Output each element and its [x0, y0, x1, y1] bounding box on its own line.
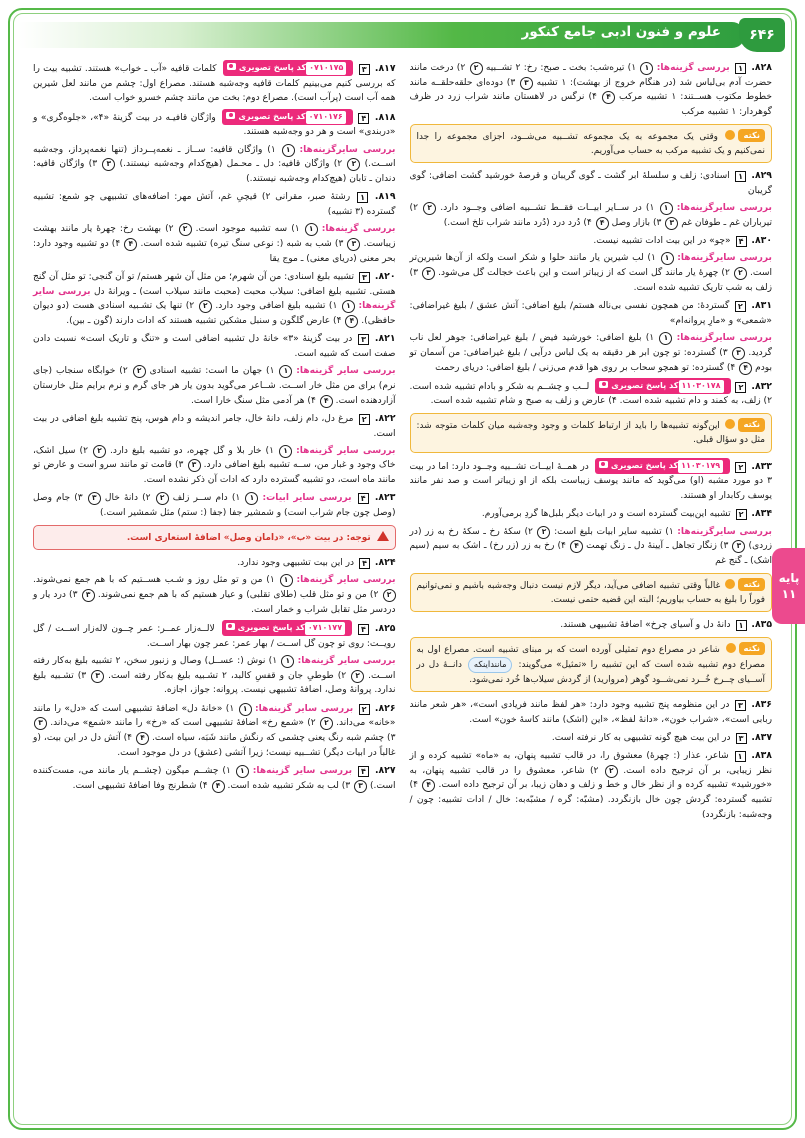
review-label: بررسی سایر ابیات: — [262, 493, 352, 504]
review-block — [410, 331, 773, 375]
answer-text: دانۀ دل و آسیای چرخ» اضافۀ تشبیهی هستند. — [560, 620, 731, 631]
option-marker: ۲ — [383, 589, 396, 602]
note-tip — [410, 124, 773, 164]
option-marker: ۱ — [239, 703, 252, 716]
option-marker: ۴ — [739, 362, 752, 375]
review-option: ۱) بلیغ اضافی: خورشید فیض / بلیغ غیراضافی: جوهر لعل ناب گردید. — [409, 333, 772, 358]
code-number: ۰۷۱۰۱۷۶ — [306, 111, 346, 124]
option-marker: ۲ — [156, 492, 169, 505]
answer-option: ۲ — [735, 301, 746, 312]
review-block — [410, 201, 773, 230]
question-number: ۸۳۷. — [751, 731, 772, 743]
option-marker: ۳ — [91, 670, 104, 683]
option-marker: ۳ — [188, 459, 201, 472]
option-marker: ۳ — [347, 238, 360, 251]
code-number: ۱۱۰۳۰۱۷۸ — [679, 380, 724, 393]
answer-entry — [410, 458, 773, 504]
question-number: ۸۳۲. — [751, 380, 772, 392]
review-option: ۲) تیرباران غم ـ طوفان غم — [409, 203, 772, 229]
review-option: ۲) بهشت رخ: چهرۀ یار مانند بهشت زیباست. — [33, 224, 396, 249]
image-answer-code[interactable] — [222, 109, 352, 125]
review-option: ۳) گسترده: تو چون ابر هر دقیقه به یک لباس درآیی / بلیغ غیراضافی: من آسمان تو بودم — [409, 347, 772, 373]
option-marker: ۱ — [280, 574, 293, 587]
option-marker: ۲ — [605, 765, 618, 778]
option-marker: ۱ — [640, 62, 653, 75]
review-block — [33, 222, 396, 266]
review-option: ۴) آتش دل در این بیت، (و غالباً در ابیات دیگر) تشــبیه نیست؛ زیرا آتشی (عشق) در دل موجود است. — [33, 733, 396, 758]
option-marker: ۲ — [734, 267, 747, 280]
code-number: ۰۷۱۰۱۷۷ — [305, 622, 345, 635]
column-right — [26, 60, 396, 1114]
review-option: ۳) زلف به شب تاریک تشبیه شده است. — [409, 268, 772, 293]
note-text: توجه: در بیت «ب»، «دامان وصل» اضافۀ استعاری است. — [126, 532, 371, 543]
option-marker: ۲ — [320, 717, 333, 730]
review-option: ۴) نرگس در لاهستان مانند شراب زرد در ظرف گوهردار: ۱ تشبیه مرکب — [409, 92, 772, 118]
option-marker: ۱ — [245, 492, 258, 505]
review-option: ۳) قامت تو مانند سرو است و عارض تو مانند ماه است، دو تشبیه گسترده دارد که ادات آن ذکر نشده است. — [33, 460, 396, 486]
answer-text: در این بیت هیچ گونه تشبیهی به کار نرفته است. — [551, 732, 731, 743]
option-marker: ۲ — [93, 445, 106, 458]
question-number: ۸۳۸. — [751, 750, 772, 761]
review-option: ۱) «خانۀ دل» اضافۀ تشبیهی است که «دل» را مانند «خانه» می‌داند. — [33, 703, 396, 729]
answer-entry — [33, 60, 396, 106]
review-option: ۳) واژگان قافیه: دندان ـ تابان (هیچ‌کدام وجه‌شبه نیستند.) — [33, 159, 396, 185]
answer-entry — [410, 748, 773, 823]
question-number: ۸۳۰. — [751, 235, 772, 247]
review-option: ۱) واژگان قافیه: ســاز ـ نغمه‌پــرداز (تنها نغمه‌پرداز، وجه‌شبه اســت.) — [33, 144, 396, 170]
review-block — [410, 251, 773, 295]
answer-option: ۱ — [357, 192, 368, 203]
answer-entry — [410, 506, 773, 522]
option-marker: ۳ — [102, 158, 115, 171]
review-option: ۲) درخت مانند حضرت آدم بی‌لباس شد (در هنگام خروج از بهشت): ۱ تشبیه — [409, 63, 772, 88]
answer-text: لــب و چشــم به شکر و بادام تشبیه شده است. ۲) زلف، به کمند و دام تشبیه شده است. ۴) عارض و زلف به صبح و شام تشبیه شده است. — [409, 381, 772, 407]
review-label: بررسی سایر گزینه‌ها: — [296, 366, 396, 377]
code-number: ۰۷۱۰۱۷۵ — [306, 62, 346, 75]
answer-option: ۳ — [359, 64, 370, 75]
option-marker: ۲ — [179, 223, 192, 236]
note-continued: دانــۀ دل در آســیای چــرخ خُــرد نمی‌شــود گوهر (مروارید) از گردش سیلاب‌ها خُرد نمی‌شود. — [416, 660, 765, 685]
image-answer-code[interactable] — [595, 458, 730, 474]
review-label: بررسی سایر گزینه‌ها: — [255, 703, 354, 714]
answer-option: ۳ — [735, 700, 746, 711]
option-marker: ۳ — [665, 217, 678, 230]
review-option: ۳) شب به شبه (: نوعی سنگ تیره) تشبیه شده است. — [140, 238, 344, 249]
review-block — [33, 444, 396, 488]
question-number: ۸۲۲. — [374, 412, 396, 424]
question-number: ۸۳۴. — [751, 508, 772, 520]
review-option: ۱) لب شیرین یار مانند حلوا و شکر است ولکه از آن‌ها شیرین‌تر است. — [409, 253, 772, 279]
answer-text: کلمات قافیه «آب ـ خواب» هستند. تشبیه بیت را که بررسی کنیم می‌بینیم کلمات قافیه وجه‌شبه هستند. مصراع اول: چشم من مانند لعل شیرین همه آب است (پرآب است). مصراع دوم: بخت من مانند چشم خسرو خواب است. — [33, 64, 396, 104]
note-tag: نکته — [738, 129, 765, 142]
review-option: ۱) خار بلا و گل چهره، دو تشبیه بلیغ دارد. — [110, 445, 274, 456]
camera-icon — [599, 461, 608, 468]
review-option: ۳) تشـبیه بلیغ ندارد. پروانۀ وصل، اضافۀ تشبیهی نیست. پروانه: جواز، اجازه. — [33, 670, 396, 696]
review-option: ۴) عارض گلگون و سنبل مشکین تشبیه هستند که ادات دارند (گون ـ بین). — [66, 316, 342, 326]
option-marker: ۱ — [236, 765, 249, 778]
code-label: کد پاسخ تصویری — [611, 379, 679, 390]
review-block — [33, 573, 396, 617]
option-marker: ۴ — [596, 217, 609, 230]
option-marker: ۲ — [351, 670, 364, 683]
answer-option: ۲ — [359, 704, 370, 715]
image-answer-code[interactable] — [222, 620, 352, 636]
answer-entry — [33, 109, 396, 140]
answer-option: ۴ — [358, 624, 369, 635]
answer-option: ۴ — [358, 113, 369, 124]
answer-text: تشبیه این‌بیت گسترده است و در ابیات دیگر بلبل‌ها گردِ برمی‌آورم. — [481, 509, 731, 520]
answer-entry — [410, 617, 773, 633]
review-option: ۱) تیره‌شب: بخت ـ صبح: رخ: ۲ تشــبیه — [485, 63, 637, 73]
answer-entry — [410, 168, 773, 198]
answer-text: در این بیت تشبیهی وجود ندارد. — [237, 558, 355, 569]
side-tab-line1: پایه — [778, 570, 800, 585]
question-number: ۸۲۰. — [374, 270, 396, 282]
code-number: ۱۱۰۳۰۱۷۹ — [678, 460, 723, 473]
review-option: ۴) گسترده: تو همچو سحاب بر روی هوا قدم می‌زنی / بلیغ اضافی: دریای رحمت — [435, 362, 736, 373]
lightbulb-icon — [725, 419, 735, 429]
review-option: ۱) سه تشبیه موجود است. — [195, 224, 300, 235]
option-marker: ۴ — [136, 732, 149, 745]
answer-text: گستردهٔ: من همچون نفسی بی‌ناله هستم/ بلیغ اضافی: آتش عشق / بلیغ غیراضافی: «شمعی» و «مارِ پروانه‌ام» — [409, 301, 772, 326]
review-label: بررسی سایرگزینه‌ها: — [676, 203, 772, 214]
option-marker: ۴ — [124, 238, 137, 251]
camera-icon — [226, 623, 235, 630]
review-option: ۴) هر آدمی مثل سنگ خارا است. — [190, 395, 316, 406]
answer-entry — [410, 378, 773, 409]
answer-text: اسنادی: زلف و سلسلۀ ابر گشت ـ گوی گریبان و قرصۀ خورشید گشت اضافی: گوی گریبان — [409, 171, 772, 197]
question-number: ۸۲۴. — [374, 557, 396, 569]
code-label: کد پاسخ تصویری — [238, 62, 307, 72]
note-tag: نکته — [738, 418, 765, 431]
answer-entry — [410, 730, 773, 746]
review-option: ۲) من و تو مثل قلب (طلای تقلبی) و عیار هستیم که با هم جمع نمی‌شوند. — [97, 590, 379, 601]
answer-entry — [33, 331, 396, 361]
note-text: وقتی یک مجموعه به یک مجموعه تشــبیه می‌شــود، اجزای مجموعه را جدا نمی‌کنیم و یک تشبیه مرکب به حساب می‌آوریم. — [416, 131, 765, 157]
option-marker: ۲ — [537, 526, 550, 539]
answer-entry — [33, 620, 396, 651]
answer-option: ۱ — [736, 620, 747, 631]
answer-text: «چو» در این بیت ادات تشبیه نیست. — [593, 236, 731, 247]
option-marker: ۱ — [281, 655, 294, 668]
review-option: ۴) تشبیه گسترده: گردش چون خال بازنگردد. (مشبّه: گره / مشبّه‌به: خال / ادات تشبیه: چون / وجه‌شبه: بازنگردد) — [409, 780, 772, 820]
option-marker: ۱ — [279, 365, 292, 378]
lightbulb-icon — [726, 643, 736, 653]
review-option: ۲) سیل اشک، خاک وجود و غبار من، ســه تشبیه بلیغ اضافی دارد. — [33, 445, 396, 471]
review-label: بررسی سایرگزینه‌ها: — [677, 526, 772, 537]
note-text: غالباً وقتی تشبیه اضافی می‌آید، دیگر لازم نیست دنبال وجه‌شبه باشیم و نمی‌توانیم فوراً را بلیغ به حساب بیاوریم؛ البته این قضیه حتمی نیست. — [416, 580, 765, 605]
review-option: ۲) چهرۀ یار مانند گل است که از زیباتر است و این باعث خجالت گل می‌شود. — [438, 268, 730, 279]
question-number: ۸۱۷. — [374, 63, 396, 74]
answer-entry — [33, 555, 396, 571]
answer-option: ۴ — [359, 558, 370, 569]
review-option: ۲) تنها یک تشـبیه اسنادی هست (دو دیوان حافظی). — [33, 301, 396, 326]
answer-entry — [410, 298, 773, 328]
note-tag: نکته — [739, 642, 766, 655]
option-marker: ۳ — [88, 492, 101, 505]
review-option: ۴) شطرنج وفا اضافۀ تشبیهی است. — [72, 780, 208, 791]
answer-option: ۳ — [736, 733, 747, 744]
question-number: ۸۳۶. — [751, 698, 772, 710]
warning-icon — [377, 531, 389, 541]
answer-text: شاعر، عذار (: چهرهٔ) معشوق را، در قالب تشبیه پنهان، به «ماه» تشبیه کرده و از نظر زیبایی، بر آن ترجیح داده است. — [409, 751, 772, 776]
option-marker: ۱ — [661, 252, 674, 265]
review-label: بررسی سایرگزینه‌ها: — [677, 253, 772, 264]
answer-option: ۴ — [736, 236, 747, 247]
review-option: ۲) طوطیِ جان و قفسِ کالبد، ۲ تشـبیه بلیغ به‌کار رفته است. — [108, 670, 347, 681]
note-text: این‌گونه تشبیه‌ها را باید از ارتباط کلمات و وجود وجه‌شبه میان کلمات متوجه شد: مثل دو سؤال قبلی. — [416, 421, 765, 446]
option-marker: ۲ — [133, 365, 146, 378]
column-left — [410, 60, 780, 1114]
review-block — [33, 143, 396, 187]
review-label: بررسی سایر گزینه‌ها: — [297, 655, 396, 666]
review-label: بررسی سایر گزینه‌ها: — [296, 445, 396, 456]
option-marker: ۲ — [470, 62, 483, 75]
question-number: ۸۲۳. — [374, 492, 396, 504]
option-marker: ۱ — [305, 223, 318, 236]
answer-text: در این منظومه پنج تشبیه وجود دارد: «هر لفظ مانند فریادی است»، «هر شعر مانند ربابی است»، «شراب خون»، «دانۀ لفظ»، «این (اشک) مانند کاسۀ خون» است. — [409, 699, 772, 725]
review-option: ۲) دانۀ خال — [104, 493, 151, 504]
camera-icon — [599, 381, 608, 388]
option-marker: ۲ — [423, 202, 436, 215]
camera-icon — [227, 63, 236, 70]
review-option: ۲) خوابگاه سنجاب (جای نرم) برای من مثل خار اســت. شــاعر می‌گوید بدون یار هر جای گرم و نرم برایم مثل خارستان آزاردهنده است. — [33, 366, 396, 406]
review-option: ۳) چشم شبه رنگ یعنی چشمی که رنگش مانند شَبَه، سیاه است. — [152, 733, 396, 743]
answer-entry — [33, 189, 396, 219]
option-marker: ۴ — [212, 780, 225, 793]
answer-text: در بیت گزینۀ «۳» خانۀ دل تشبیه اضافی است و «تنگ و تاریک است» نسبت دادن صفت است که شبیه است. — [33, 334, 396, 359]
option-marker: ۲ — [199, 300, 212, 313]
review-option: ۳) جام وصل (وصل چون جام شراب است) و شمشیر جفا (جفا (: ستم) مثل شمشیر است.) — [33, 493, 396, 519]
answer-entry — [33, 411, 396, 441]
option-marker: ۱ — [342, 300, 355, 313]
option-marker: ۳ — [520, 77, 533, 90]
code-label: کد پاسخ تصویری — [238, 110, 306, 121]
question-number: ۸۳۵. — [751, 619, 772, 631]
review-label: بررسی سایرگزینه‌ها: — [299, 144, 396, 155]
question-number: ۸۲۵. — [374, 622, 396, 634]
image-answer-code[interactable] — [223, 60, 353, 76]
answer-entry — [410, 233, 773, 249]
answer-entry — [410, 697, 773, 727]
option-marker: ۳ — [422, 267, 435, 280]
answer-option: ۲ — [736, 509, 747, 520]
review-label: بررسی گزینه‌ها: — [656, 63, 730, 73]
answer-text: در همــۀ ابیــات تشــبیه وجــود دارد: اما در بیت ۳ دو مورد مشبه (او) می‌گوید که مانند یوسف زیباست بلکه از او زیباتر است و صد نفر مانند یوسف رکابدار او هستند. — [409, 461, 772, 502]
inline-highlight: مانند‌اینکه — [468, 657, 513, 672]
answer-entry — [33, 763, 396, 793]
note-tip — [410, 413, 773, 453]
review-label: بررسی سایرگزینه‌ها: — [676, 333, 772, 344]
option-marker: ۳ — [82, 589, 95, 602]
answer-option: ۳ — [359, 272, 370, 283]
review-block — [33, 654, 396, 698]
review-option: ۱) جهان ما است: تشبیه اسنادی — [149, 366, 275, 377]
review-option: ۱) تشبیه بلیغ اضافی وجود دارد. — [215, 301, 338, 312]
review-option: ۴) دو تشبیه وجود دارد: بحر معنی (دریای معنی) ـ موج یقا — [33, 238, 396, 264]
answer-entry — [33, 701, 396, 761]
lightbulb-icon — [725, 579, 735, 589]
option-marker: ۳ — [732, 347, 745, 360]
option-marker: ۱ — [282, 144, 295, 157]
option-marker: ۳ — [34, 717, 47, 730]
lightbulb-icon — [725, 130, 735, 140]
question-number: ۸۳۱. — [751, 300, 772, 312]
review-option: ۲) واژگان قافیه: دل ـ محـمل (هیچ‌کدام وجه‌شبه نیستند.) — [119, 159, 343, 170]
review-label: بررسی گزینه‌ها: — [321, 224, 396, 235]
review-label: بررسی سایر گزینه‌ها: — [33, 286, 396, 312]
option-marker: ۱ — [279, 445, 292, 458]
answer-text: رشتۀ صبر، مقرانی ۲) قیچیِ غم، آتش مهر: اضافه‌های تشبیهی چو شمع: تشبیه گسترده (۳ تشبیه) — [33, 192, 396, 217]
review-option: ۴) دُرد درد (دُرد مانند شراب تلخ است.) — [443, 218, 592, 229]
answer-text: واژگان قافیـه در بیت گزینۀ «۴»، «جلوه‌گری» و «دربندی» است و هر دو وجه‌شبه هستند. — [33, 112, 396, 138]
question-number: ۸۱۹. — [374, 191, 396, 203]
note-text: شاعر در مصراع دوم تمثیلی آورده است که بر مبنای تشبیه است. مصراع اول به مصراع دوم تشبیه شده است که این تشبیه را «تمثیل» می‌گویند: — [416, 644, 765, 671]
image-answer-code[interactable] — [595, 378, 730, 394]
option-marker: ۱ — [660, 202, 673, 215]
option-marker: ۴ — [320, 395, 333, 408]
answer-option: ۲ — [735, 462, 746, 473]
review-option: ۳) زنگار تجاهل ـ آیینۀ دل ـ زنگ تهمت — [586, 541, 729, 552]
code-label: کد پاسخ تصویری — [610, 459, 679, 470]
review-option: ۱) دام ســر زلف — [172, 493, 241, 504]
question-number: ۸۲۷. — [374, 764, 396, 776]
answer-option: ۱ — [735, 63, 746, 74]
question-number: ۸۲۱. — [374, 333, 396, 345]
review-option: ۱) در ســایر ابیــات فقــط تشــبیه اضافی وجــود دارد. — [440, 203, 655, 214]
answer-text: مرغ دل، دام زلف، دانۀ خال، جامر اندیشه و دام هوس، پنج تشبیه بلیغ اضافی در بیت است. — [33, 413, 396, 439]
review-option: ۱) چشــم میگون (چشــم یار مانند می، مست‌کننده است.) — [33, 765, 396, 791]
option-marker: ۴ — [422, 779, 435, 792]
review-option: ۲) «شمع رخ» اضافۀ تشبیهی است که «رخ» را مانند «شمع» می‌داند. — [50, 718, 316, 729]
option-marker: ۴ — [345, 315, 358, 328]
question-number: ۸۲۹. — [751, 170, 772, 182]
answer-option: ۳ — [358, 334, 369, 345]
answer-option: ۲ — [735, 382, 746, 393]
answer-option: ۲ — [359, 414, 370, 425]
option-marker: ۴ — [602, 91, 615, 104]
answer-option: ۱ — [735, 751, 746, 762]
note-warning — [33, 525, 396, 550]
review-option: ۳) درد یار و دردسر مثل تقابل شراب و خمار است. — [33, 590, 396, 615]
side-tab-line2: ۱۱ — [781, 587, 797, 601]
review-option: ۲) شاعر، معشوق را در قالب تشبیه پنهان، به «خورشید» تشبیه کرده و از نظر خال و خط و زلف و دهان زیبا، بر آن ترجیح داده است. — [409, 765, 772, 791]
answer-text: لالــه‌زار عمــر: عمر چــون لاله‌زار اســت / گل رویــت: روی تو چون گل اســت / بهار عمر: عمر چون بهار اســت. — [33, 623, 396, 649]
option-marker: ۳ — [354, 780, 367, 793]
content-columns — [26, 60, 779, 1114]
review-option: ۱) نوش (: عســل) وصال و زنبور سخن، ۲ تشبیه بلیغ به‌کار رفته اســت. — [33, 655, 396, 681]
review-option: ۳) لب به شکر تشبیه شده است. — [227, 780, 351, 791]
review-option: ۳) بازار وصل — [611, 218, 662, 229]
note-tag: نکته — [738, 578, 765, 591]
answer-option: ۴ — [358, 766, 369, 777]
page-title: علوم و فنون ادبی جامع کنکور — [521, 24, 721, 40]
answer-entry — [410, 60, 773, 120]
review-block — [410, 525, 773, 569]
answer-entry — [33, 490, 396, 520]
answer-entry — [33, 269, 396, 329]
option-marker: ۴ — [570, 540, 583, 553]
question-number: ۸۱۸. — [374, 111, 396, 123]
option-marker: ۳ — [732, 540, 745, 553]
page-number-badge: ۶۴۶ — [739, 18, 785, 52]
question-number: ۸۲۸. — [751, 62, 772, 73]
review-block — [33, 364, 396, 408]
note-tip — [410, 637, 773, 692]
note-tip — [410, 573, 773, 613]
question-number: ۸۲۶. — [374, 702, 396, 714]
code-label: کد پاسخ تصویری — [237, 621, 305, 632]
review-option: ۳) دوده‌ای حلقه‌حلقــه مانند خطوط مکتوب هســتند: ۱ تشبیه مرکب — [409, 77, 772, 103]
answer-option: ۱ — [735, 171, 746, 182]
review-option: ۱) تشبیه سایر ابیات بلیغ است: — [554, 526, 674, 537]
option-marker: ۲ — [347, 158, 360, 171]
review-label: بررسی سایر گزینه‌ها: — [252, 765, 353, 776]
question-number: ۸۳۳. — [751, 460, 772, 472]
option-marker: ۱ — [659, 332, 672, 345]
review-label: بررسی سایر گزینه‌ها: — [296, 575, 396, 586]
answer-option: ۴ — [358, 493, 369, 504]
review-option: ۱) من و تو مثل روز و شـب هســتیم که با هم جمع نمی‌شوند. — [33, 575, 275, 586]
review-option: ۴) رخ به زر (زر رخ) ـ اشک به سیم (سیم اشک) ـ گنج غم — [409, 541, 772, 566]
answer-text: تشبیه بلیغ اسنادی: من آن شهرم؛ من مثل آن شهر هستم/ تو آن گنجی: تو مثل آن گنج هستی. تشبیه بلیغ اضافی: سیلاب محبت (محبت مانند سیلاب است) ـ ویرانۀ دل — [33, 271, 396, 297]
camera-icon — [226, 112, 235, 119]
review-option: ۲) سکۀ رخ ـ سکۀ رخ به زر (در زردی) — [409, 526, 773, 552]
